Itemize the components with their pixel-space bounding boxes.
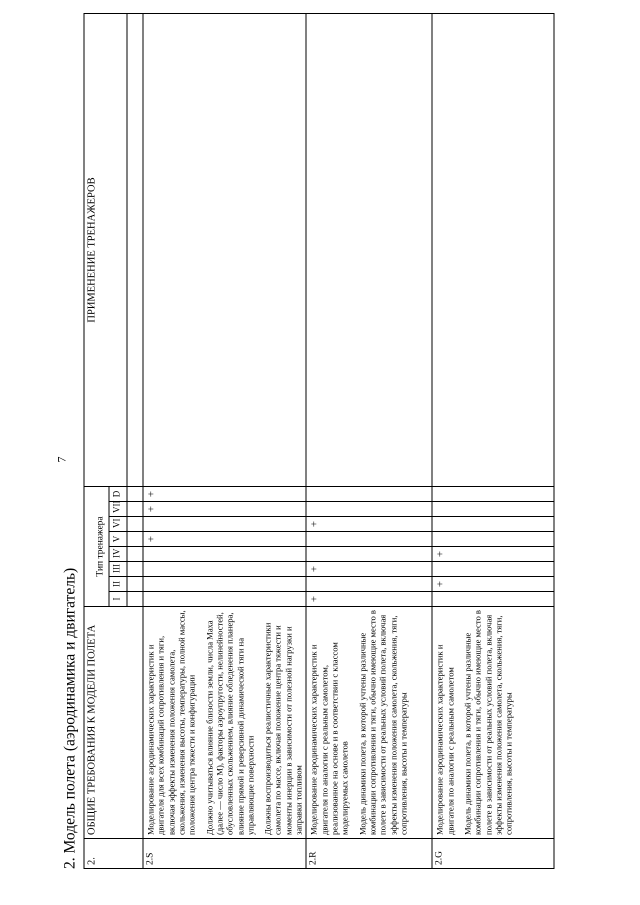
type-mark: + [143,531,306,546]
type-mark [432,486,554,501]
type-mark: + [306,516,432,531]
type-header: VII [109,501,127,516]
type-header: I [109,591,127,606]
type-mark [432,591,554,606]
section-title: 2. Модель полета (аэродинамика и двигатель) [61,567,79,869]
type-mark [306,486,432,501]
type-mark: + [432,576,554,591]
row-description [143,606,306,838]
table-row [432,13,554,868]
type-mark: + [143,501,306,516]
application-header: ПРИМЕНЕНИЕ ТРЕНАЖЕРОВ [84,13,127,486]
row-id: 2.G [432,838,554,868]
type-header: VI [109,516,127,531]
row-description [432,606,554,838]
table-row [143,13,306,868]
description-paragraph: Моделирование аэродинамических характеристик и двигателя по аналогии с реальным самолетом [434,644,456,835]
page-number: 7 [54,456,69,463]
table-row [306,13,432,868]
description-paragraph: Должно учитываться влияние близости земли, числа Маха (далее — число М), факторы аэроупругости, нелинейностей, обусловленных скольжением, влияние обледенения планера, влияние прямой и реверсивной динамической тяги на управляющие поверхности [204,611,256,835]
type-mark [143,516,306,531]
description-paragraph: Должны воспроизводиться реалистичные характеристики самолета по массе, включая положение центра тяжести и моменты инерции в зависимости от полезной нагрузки и заправки топливом [262,622,304,835]
description-paragraph: Модель динамики полета, в которой учтены различные комбинации сопротивления и тяги, обычно имеющие место в полете в зависимости от реальных условий полета, включая эффекты изменения положения самолета, скольжения, тяги, сопротивления, высоты и температуры [462,609,514,835]
row-id: 2.R [306,838,432,868]
type-mark [432,516,554,531]
description-paragraph: Моделирование аэродинамических характеристик и двигателя для всех комбинаций сопротивления и тяги, включая эффекты изменения положения самолета, скольжения, изменения высоты, температуры, полной массы, положения центра тяжести и конфигурации [145,609,197,835]
type-header: V [109,531,127,546]
type-mark [143,576,306,591]
row-description [306,606,432,838]
description-paragraph: Моделирование аэродинамических характеристик и двигателя по аналогии с реальным самолетом, реализованное на основе и в соответствии с классом моделируемых самолетов [308,641,350,835]
type-mark [306,576,432,591]
type-mark [143,591,306,606]
application-cell [306,13,432,486]
type-mark [432,561,554,576]
type-mark [143,561,306,576]
type-header: D [109,486,127,501]
trainer-type-header: Тип тренажера [84,486,109,606]
application-cell [143,13,306,486]
application-cell [432,13,554,486]
rotated-page-content [60,29,607,869]
type-header: II [109,576,127,591]
type-mark: + [306,561,432,576]
type-mark [143,546,306,561]
type-mark: + [143,486,306,501]
type-header: IV [109,546,127,561]
type-mark: + [306,591,432,606]
description-paragraph: Модель динамики полета, в которой учтены различные комбинации сопротивления и тяги, обычно имеющие место в полете в зависимости от реальных условий полета, включая эффекты изменения положения самолета, скольжения, тяги, сопротивления, высоты и температуры [357,609,409,835]
type-mark [306,546,432,561]
type-mark [432,501,554,516]
type-header: III [109,561,127,576]
row-id: 2.S [143,838,306,868]
num-header: 2. [84,838,143,868]
type-mark [432,531,554,546]
type-mark [306,531,432,546]
type-mark: + [432,546,554,561]
header-row [84,13,109,868]
requirements-table [84,12,555,868]
type-mark [306,501,432,516]
requirements-header: ОБЩИЕ ТРЕБОВАНИЯ К МОДЕЛИ ПОЛЕТА [84,606,143,838]
